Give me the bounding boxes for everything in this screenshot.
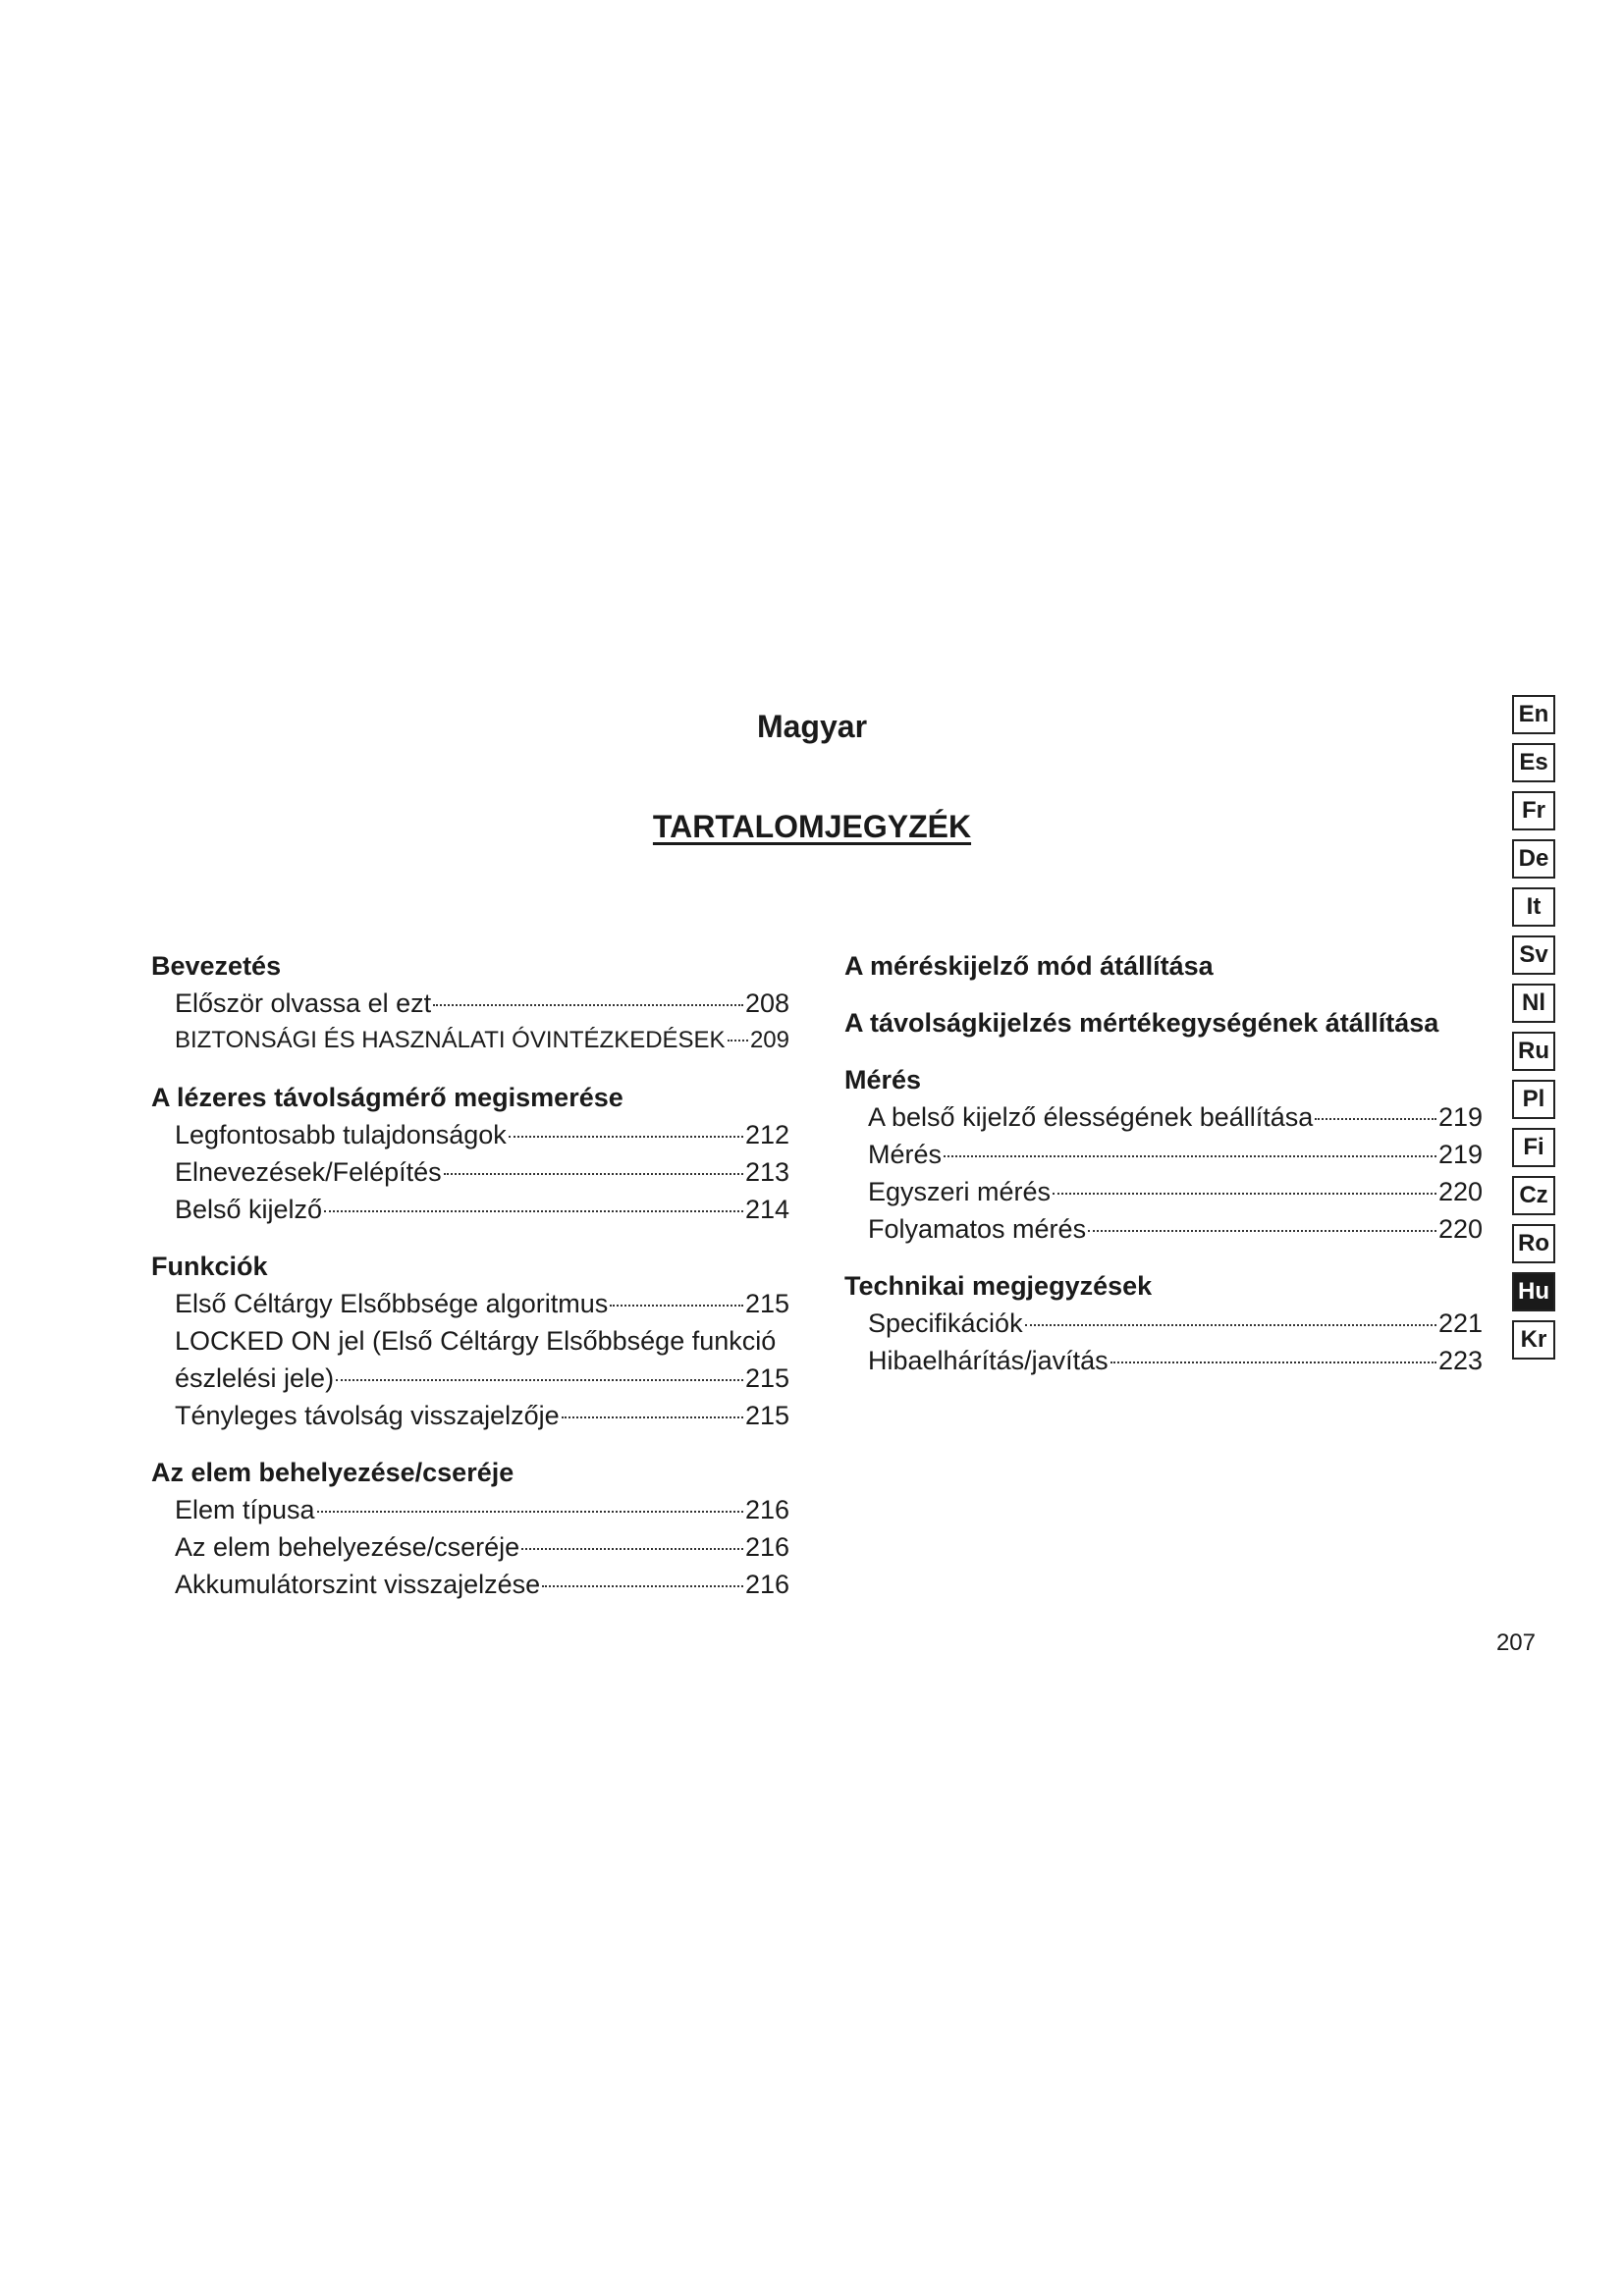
toc-section: [844, 1061, 1483, 1248]
dot-leader: [509, 1136, 743, 1138]
entry-page: 215: [744, 1363, 789, 1393]
dot-leader: [542, 1585, 743, 1587]
toc-right-column: [844, 947, 1483, 1399]
entry-page: 220: [1437, 1214, 1483, 1244]
entry-page: 208: [744, 988, 789, 1018]
page-number: 207: [1495, 1629, 1536, 1656]
entry-label: A belső kijelző élességének beállítása: [868, 1102, 1314, 1132]
toc-left-column: [151, 947, 789, 1623]
toc-entry[interactable]: [151, 1116, 789, 1153]
toc-entry[interactable]: [844, 1098, 1483, 1136]
page-heading: Magyar: [756, 709, 868, 744]
entry-label: Specifikációk: [868, 1308, 1023, 1338]
language-tab-es[interactable]: Es: [1512, 743, 1555, 782]
entry-label: Belső kijelző: [175, 1195, 323, 1224]
entry-label: Elnevezések/Felépítés: [175, 1157, 442, 1187]
toc-entry[interactable]: [151, 1022, 789, 1059]
language-tab-it[interactable]: It: [1512, 887, 1555, 927]
toc-title: TARTALOMJEGYZÉK: [652, 809, 972, 844]
section-title: Mérés: [844, 1065, 922, 1095]
dot-leader: [562, 1416, 743, 1418]
section-title: Bevezetés: [151, 951, 282, 981]
language-tab-cz[interactable]: Cz: [1512, 1176, 1555, 1215]
toc-entry[interactable]: [151, 1528, 789, 1566]
entry-page: 219: [1437, 1102, 1483, 1132]
language-tab-kr[interactable]: Kr: [1512, 1320, 1555, 1360]
language-tab-fi[interactable]: Fi: [1512, 1128, 1555, 1167]
entry-page: 213: [744, 1157, 789, 1187]
entry-page: 223: [1437, 1346, 1483, 1375]
toc-entry[interactable]: [151, 1397, 789, 1434]
toc-section: [151, 1454, 789, 1603]
entry-label: Első Céltárgy Elsőbbsége algoritmus: [175, 1289, 609, 1318]
entry-label: Folyamatos mérés: [868, 1214, 1087, 1244]
dot-leader: [433, 1004, 743, 1006]
dot-leader: [336, 1379, 743, 1381]
toc-entry[interactable]: [844, 1173, 1483, 1210]
entry-label: LOCKED ON jel (Első Céltárgy Elsőbbsége funkció: [175, 1326, 777, 1356]
language-tab-ro[interactable]: Ro: [1512, 1224, 1555, 1263]
language-tab-en[interactable]: En: [1512, 695, 1555, 734]
entry-page: 215: [744, 1401, 789, 1430]
entry-label: Elem típusa: [175, 1495, 315, 1524]
toc-entry[interactable]: [844, 1342, 1483, 1379]
language-tab-ru[interactable]: Ru: [1512, 1032, 1555, 1071]
dot-leader: [317, 1511, 743, 1513]
toc-entry[interactable]: [844, 1210, 1483, 1248]
section-title[interactable]: A távolságkijelzés mértékegységének átállítása: [844, 1008, 1439, 1038]
section-title[interactable]: A méréskijelző mód átállítása: [844, 951, 1214, 981]
section-title: Funkciók: [151, 1252, 268, 1281]
entry-page: 212: [744, 1120, 789, 1149]
language-tabs: [1512, 695, 1557, 1368]
entry-page: 221: [1437, 1308, 1483, 1338]
toc-entry[interactable]: [844, 1136, 1483, 1173]
entry-label: Először olvassa el ezt: [175, 988, 432, 1018]
toc-section: [844, 1267, 1483, 1379]
entry-label: BIZTONSÁGI ÉS HASZNÁLATI ÓVINTÉZKEDÉSEK: [175, 1027, 726, 1053]
entry-page: 209: [749, 1027, 789, 1053]
language-tab-hu[interactable]: Hu: [1512, 1272, 1555, 1311]
entry-label: Az elem behelyezése/cseréje: [175, 1532, 520, 1562]
entry-label-continued: észlelési jele): [175, 1363, 335, 1393]
dot-leader: [944, 1155, 1436, 1157]
toc-section: [151, 1248, 789, 1434]
toc-entry[interactable]: [151, 1566, 789, 1603]
dot-leader: [610, 1305, 743, 1307]
dot-leader: [1315, 1118, 1436, 1120]
dot-leader: [324, 1210, 743, 1212]
dot-leader: [1025, 1324, 1436, 1326]
toc-entry[interactable]: [151, 1322, 789, 1397]
entry-label: Akkumulátorszint visszajelzése: [175, 1570, 541, 1599]
dot-leader: [1088, 1230, 1436, 1232]
language-tab-de[interactable]: De: [1512, 839, 1555, 879]
dot-leader: [444, 1173, 743, 1175]
section-title: Technikai megjegyzések: [844, 1271, 1153, 1301]
toc-entry[interactable]: [151, 985, 789, 1022]
language-tab-nl[interactable]: Nl: [1512, 984, 1555, 1023]
toc-section: [151, 1079, 789, 1228]
section-title: A lézeres távolságmérő megismerése: [151, 1083, 623, 1112]
dot-leader: [728, 1040, 748, 1041]
toc-entry[interactable]: [151, 1153, 789, 1191]
dot-leader: [1053, 1193, 1436, 1195]
entry-label: Tényleges távolság visszajelzője: [175, 1401, 560, 1430]
entry-label: Egyszeri mérés: [868, 1177, 1052, 1206]
entry-label: Mérés: [868, 1140, 943, 1169]
language-tab-pl[interactable]: Pl: [1512, 1080, 1555, 1119]
language-tab-fr[interactable]: Fr: [1512, 791, 1555, 830]
entry-page: 214: [744, 1195, 789, 1224]
toc-entry[interactable]: [844, 1305, 1483, 1342]
entry-page: 216: [744, 1495, 789, 1524]
entry-page: 216: [744, 1570, 789, 1599]
language-tab-sv[interactable]: Sv: [1512, 935, 1555, 975]
toc-entry[interactable]: [151, 1491, 789, 1528]
dot-leader: [521, 1548, 743, 1550]
section-title: Az elem behelyezése/cseréje: [151, 1458, 514, 1487]
entry-label: Hibaelhárítás/javítás: [868, 1346, 1109, 1375]
entry-page: 216: [744, 1532, 789, 1562]
toc-entry[interactable]: [151, 1191, 789, 1228]
toc-entry[interactable]: [151, 1285, 789, 1322]
toc-section: [151, 947, 789, 1059]
entry-page: 215: [744, 1289, 789, 1318]
entry-page: 219: [1437, 1140, 1483, 1169]
entry-page: 220: [1437, 1177, 1483, 1206]
entry-label: Legfontosabb tulajdonságok: [175, 1120, 507, 1149]
dot-leader: [1110, 1362, 1436, 1363]
